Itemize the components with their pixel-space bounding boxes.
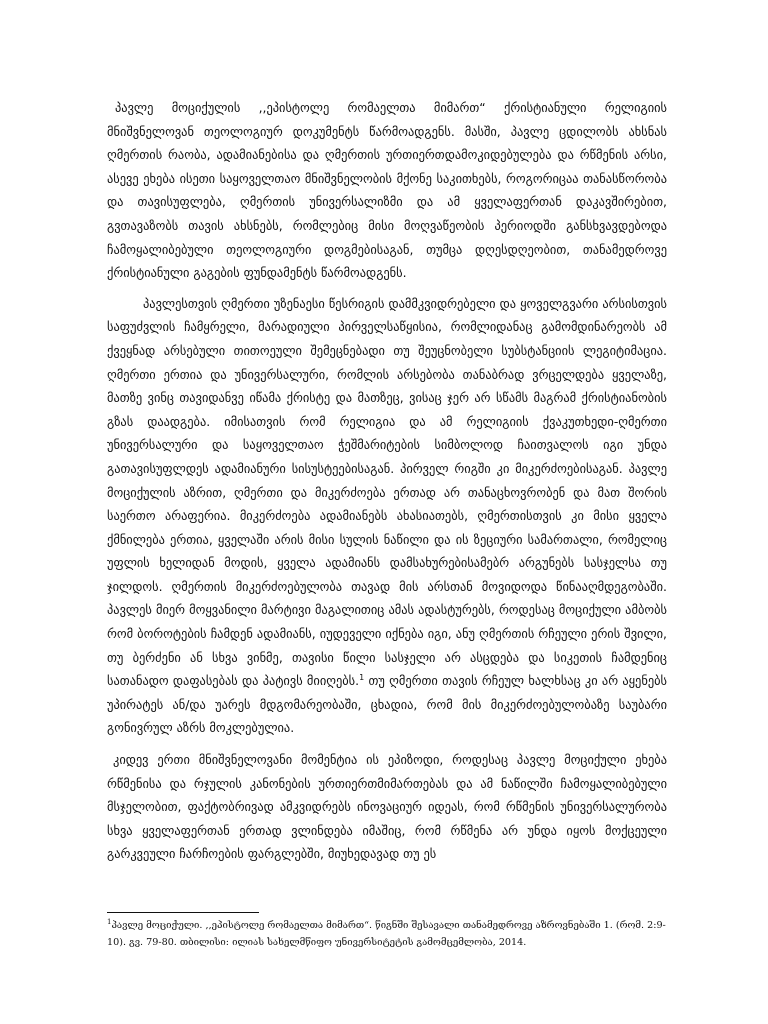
paragraph-intro: პავლე მოციქულის ,,ეპისტოლე რომაელთა მიმართ“ ქრისტიანული რელიგიის მნიშვნელოვან თეოლოგიურ დოკუმენტს წარმოადგენს. მასში, პავლე ცდილობს ახსნას ღმერთის რაობა, ადამიანებისა და ღმერთის ურთიერთდამოკიდებულება და რწმენის არსი, ასევე ეხება ისეთი საყოველთაო მნიშვნელობის მქონე საკითხებს, როგორიცაა თანასწორობა და თავისუფლება, ღმერთის უნივერსალიზმი და ამ ყველაფერთან დაკავშირებით, გვთავაზობს თავის ახსნებს, რომლებიც მისი მოღვაწეობის პერიოდში განსხვავდებოდა ჩამოყალიბებული თეოლოგიური დოგმებისაგან, თუმცა დღესდღეობით, თანამედროვე ქრისტიანული გაგების ფუნდამენტს წარმოადგენს. [107,100,667,281]
paragraph-faith-and-law: კიდევ ერთი მნიშვნელოვანი მომენტია ის ეპიზოდი, როდესაც პავლე მოციქული ეხება რწმენისა და რჯულის კანონების ურთიერთმიმართებას და ამ ნაწილში ჩამოყალიბებული მსჯელობით, ფაქტობრივად ამკვიდრებს ინოვაციურ იდეას, რომ რწმენის უნივერსალურობა სხვა ყველაფერთან ერთად ვლინდება იმაშიც, რომ რწმენა არ უნდა იყოს მოქცეული გარკვეული ჩარჩოების ფარგლებში, მიუხედავად თუ ეს [107,752,667,862]
footnote-text: პავლე მოციქული. ,,ეპისტოლე რომაელთა მიმართ“. წიგნში შესავალი თანამედროვე აზროვნებაში 1. (რომ. 2:9-10). გვ. 79-80. თბილისი: ილიას სახელმწიფო უნივერსიტეტის გამომცემლობა, 2014. [107,920,666,948]
footnote [107,917,667,951]
paragraph-god-impartiality [107,292,667,740]
footnote-mark: 1 [107,917,112,926]
document-page [107,96,667,866]
footnote-separator [107,912,259,913]
paragraph-text-after-footnote: თუ ღმერთი თავის რჩეულ ხალხსაც კი არ აყენებს უპირატეს ან/და უარეს მდგომარეობაში, ცხადია, რომ მის მიკერძოებულობაზე საუბარი გონივრულ აზრს მოკლებულია. [107,673,668,736]
footnote-reference[interactable]: 1 [359,673,365,683]
paragraph-text-before-footnote: პავლესთვის ღმერთი უზენაესი წესრიგის დამმკვიდრებელი და ყოველგვარი არსისთვის საფუძვლის ჩამყრელი, მარადიული პირველსაწყისია, რომლიდანაც გამომდინარეობს ამ ქვეყნად არსებული თითოეული შემეცნებადი თუ შეუცნობელი სუბსტანციის ლეგიტიმაცია. ღმერთი ერთია და უნივერსალური, რომლის არსებობა თანაბრად ვრცელდება ყველაზე, მათზე ვინც თავიდანვე იწამა ქრისტე და მათზეც, ვისაც ჯერ არ სწამს მაგრამ ქრისტიანობის გზას დაადგება. იმისათვის რომ რელიგია და ამ რელიგიის ქვაკუთხედი-ღმერთი უნივერსალური და საყოველთაო ჭეშმარიტების სიმბოლოდ ჩაითვალოს იგი უნდა გათავისუფლდეს ადამიანური სისუსტეებისაგან. პირველ რიგში კი მიკერძოებისაგან. პავლე მოციქულის აზრით, ღმერთი და მიკერძოება ერთად არ თანაცხოვრობენ და მათ შორის საერთო არაფერია. მიკერძოება ადამიანებს ახასიათებს, ღმერთისთვის კი მისი ყველა ქმნილება ერთია, ყველაში არის მისი სულის ნაწილი და ის ზეციური სამართალი, რომელიც უფლის ხელიდან მოდის, ყველა ადამიანს დამსახურებისამებრ არგუნებს სასჯელსა თუ ჯილდოს. ღმერთის მიკერძოებულობა თავად მის არსთან მოვიდოდა წინააღმდეგობაში. პავლეს მიერ მოყვანილი მარტივი მაგალითიც ამას ადასტურებს, როდესაც მოციქული ამბობს რომ ბოროტების ჩამდენ ადამიანს, იუდეველი იქნება იგი, ანუ ღმერთის რჩეული ერის შვილი, თუ ბერძენი ან სხვა ვინმე, თავისი წილი სასჯელი არ ასცდება და სიკეთის ჩამდენიც სათანადო დაფასებას და პატივს მიიღებს. [107,295,667,689]
